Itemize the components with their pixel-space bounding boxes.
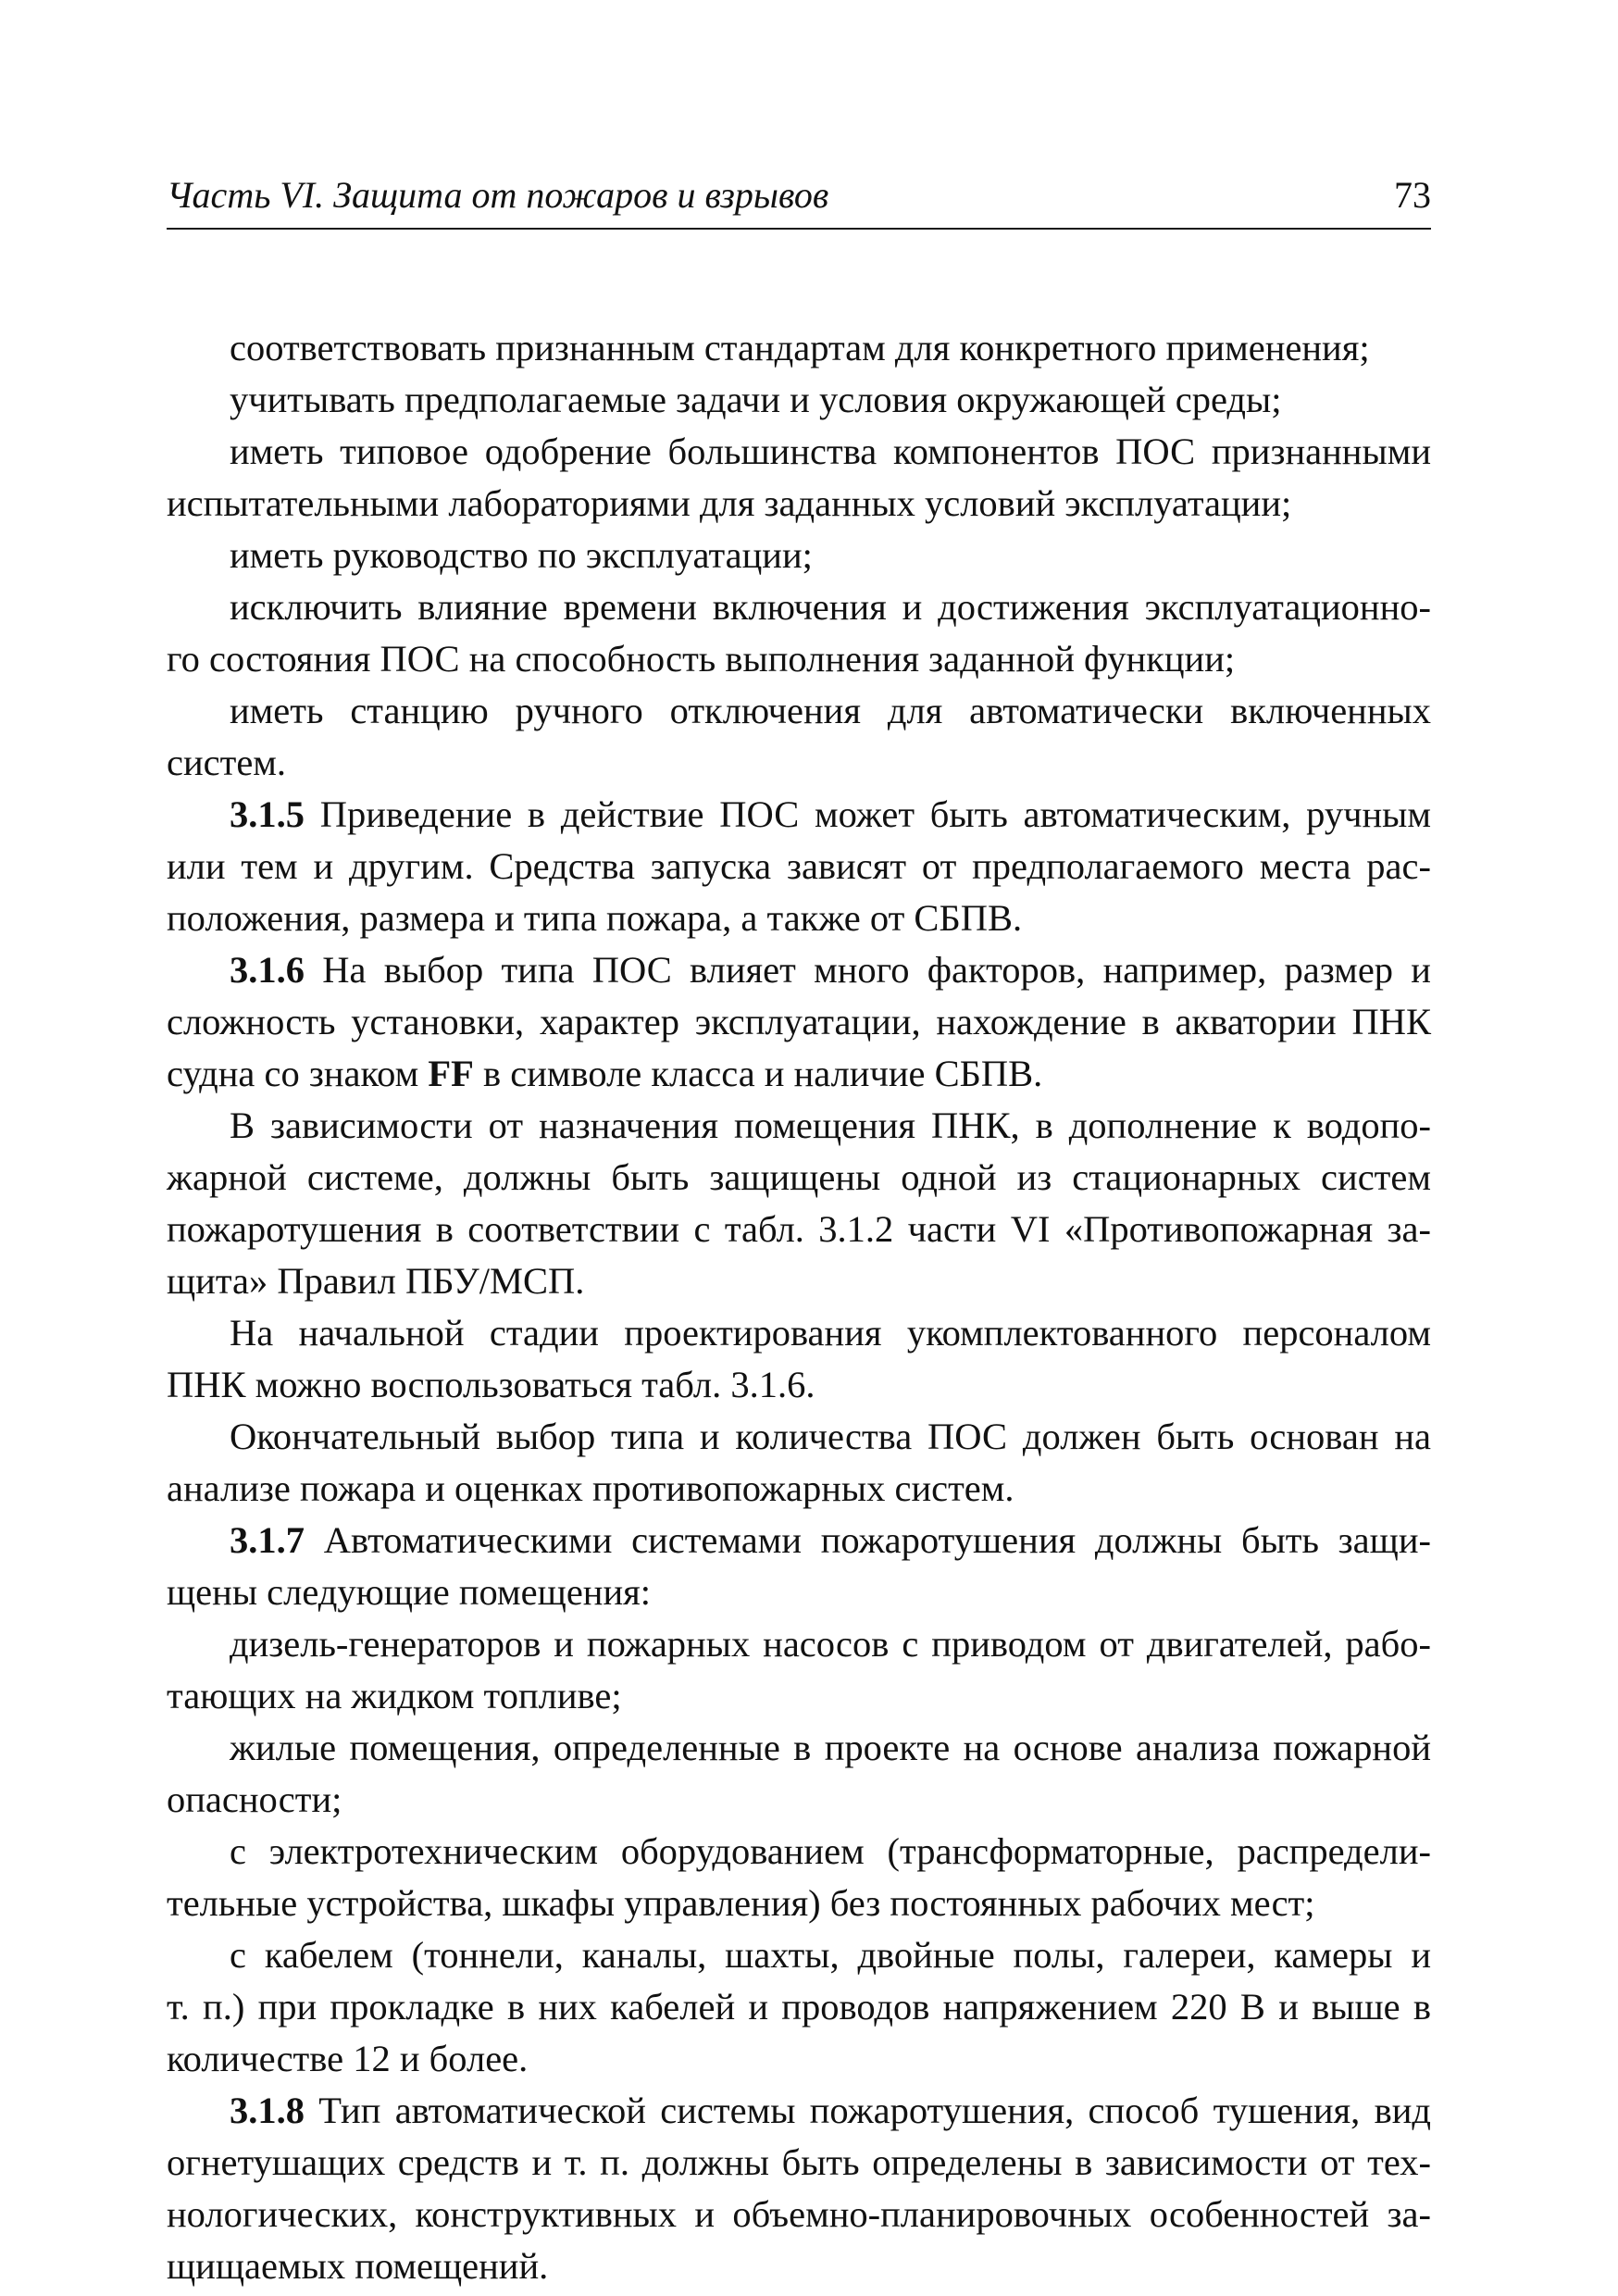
text-line: дизель-генераторов и пожарных насосов с приводом от двигателей, рабо- bbox=[230, 1623, 1431, 1665]
text-line: с кабелем (тоннели, каналы, шахты, двойные полы, галереи, камеры и bbox=[230, 1934, 1431, 1976]
text-line: испытательными лабораториями для заданных условий эксплуатации; bbox=[167, 482, 1292, 524]
text-line: тельные устройства, шкафы управления) без постоянных рабочих мест; bbox=[167, 1882, 1315, 1924]
text-line: учитывать предполагаемые задачи и условия окружающей среды; bbox=[230, 379, 1282, 420]
text-line: го состояния ПОС на способность выполнения заданной функции; bbox=[167, 638, 1236, 680]
text-line: жарной системе, должны быть защищены одной из стационарных систем bbox=[167, 1156, 1431, 1198]
running-header bbox=[167, 172, 1431, 230]
text-line: с электротехническим оборудованием (трансформаторные, распредели- bbox=[230, 1830, 1431, 1872]
text-line: опасности; bbox=[167, 1778, 342, 1820]
section-number: 3.1.7 bbox=[230, 1519, 305, 1561]
header-title: Часть VI. Защита от пожаров и взрывов bbox=[167, 174, 829, 216]
text-line: исключить влияние времени включения и достижения эксплуатационно- bbox=[230, 586, 1431, 628]
text-line: анализе пожара и оценках противопожарных систем. bbox=[167, 1467, 1014, 1509]
text-line: щищаемых помещений. bbox=[167, 2245, 549, 2287]
class-mark-ff: FF bbox=[428, 1053, 474, 1094]
text-line: щены следующие помещения: bbox=[167, 1571, 652, 1613]
section-text: Приведение в действие ПОС может быть автоматическим, ручным bbox=[305, 793, 1431, 835]
text-line: жилые помещения, определенные в проекте на основе анализа пожарной bbox=[230, 1727, 1431, 1768]
section-text: На выбор типа ПОС влияет много факторов, например, размер и bbox=[305, 949, 1431, 991]
text-line: тающих на жидком топливе; bbox=[167, 1675, 622, 1716]
text-line: Окончательный выбор типа и количества ПОС должен быть основан на bbox=[230, 1416, 1431, 1457]
text-line: иметь руководство по эксплуатации; bbox=[230, 534, 813, 576]
text-line: т. п.) при прокладке в них кабелей и проводов напряжением 220 В и выше в bbox=[167, 1986, 1431, 2028]
section-number: 3.1.5 bbox=[230, 793, 305, 835]
text-run: судна со знаком bbox=[167, 1053, 429, 1094]
text-line: положения, размера и типа пожара, а также от СБПВ. bbox=[167, 897, 1023, 939]
text-line: пожаротушения в соответствии с табл. 3.1.2 части VI «Противопожарная за- bbox=[167, 1208, 1431, 1250]
text-line: огнетушащих средств и т. п. должны быть определены в зависимости от тех- bbox=[167, 2141, 1431, 2183]
text-line: соответствовать признанным стандартам для конкретного применения; bbox=[230, 327, 1370, 368]
text-line: иметь типовое одобрение большинства компонентов ПОС признанными bbox=[230, 430, 1431, 472]
section-number: 3.1.8 bbox=[230, 2090, 305, 2131]
section-line bbox=[167, 1515, 1431, 1566]
text-line: ПНК можно воспользоваться табл. 3.1.6. bbox=[167, 1364, 815, 1405]
page-number: 73 bbox=[1394, 174, 1431, 216]
text-line: или тем и другим. Средства запуска зависят от предполагаемого места рас- bbox=[167, 845, 1431, 887]
text-line: На начальной стадии проектирования укомплектованного персоналом bbox=[230, 1312, 1431, 1354]
text-line: В зависимости от назначения помещения ПНК, в дополнение к водопо- bbox=[230, 1104, 1431, 1146]
section-text: Тип автоматической системы пожаротушения, способ тушения, вид bbox=[305, 2090, 1431, 2131]
text-line: иметь станцию ручного отключения для автоматически включенных bbox=[230, 690, 1431, 731]
text-line: нологических, конструктивных и объемно-планировочных особенностей за- bbox=[167, 2193, 1431, 2235]
section-text: Автоматическими системами пожаротушения должны быть защи- bbox=[305, 1519, 1431, 1561]
text-run: в символе класса и наличие СБПВ. bbox=[473, 1053, 1043, 1094]
section-line bbox=[167, 2085, 1431, 2137]
text-line: щита» Правил ПБУ/МСП. bbox=[167, 1260, 585, 1302]
body-text bbox=[167, 322, 1431, 2292]
section-number: 3.1.6 bbox=[230, 949, 305, 991]
section-line bbox=[167, 789, 1431, 841]
text-line: количестве 12 и более. bbox=[167, 2038, 529, 2079]
section-line bbox=[167, 944, 1431, 996]
text-line: сложность установки, характер эксплуатации, нахождение в акватории ПНК bbox=[167, 1001, 1431, 1042]
text-line bbox=[167, 1048, 1431, 1100]
text-line: систем. bbox=[167, 742, 287, 783]
